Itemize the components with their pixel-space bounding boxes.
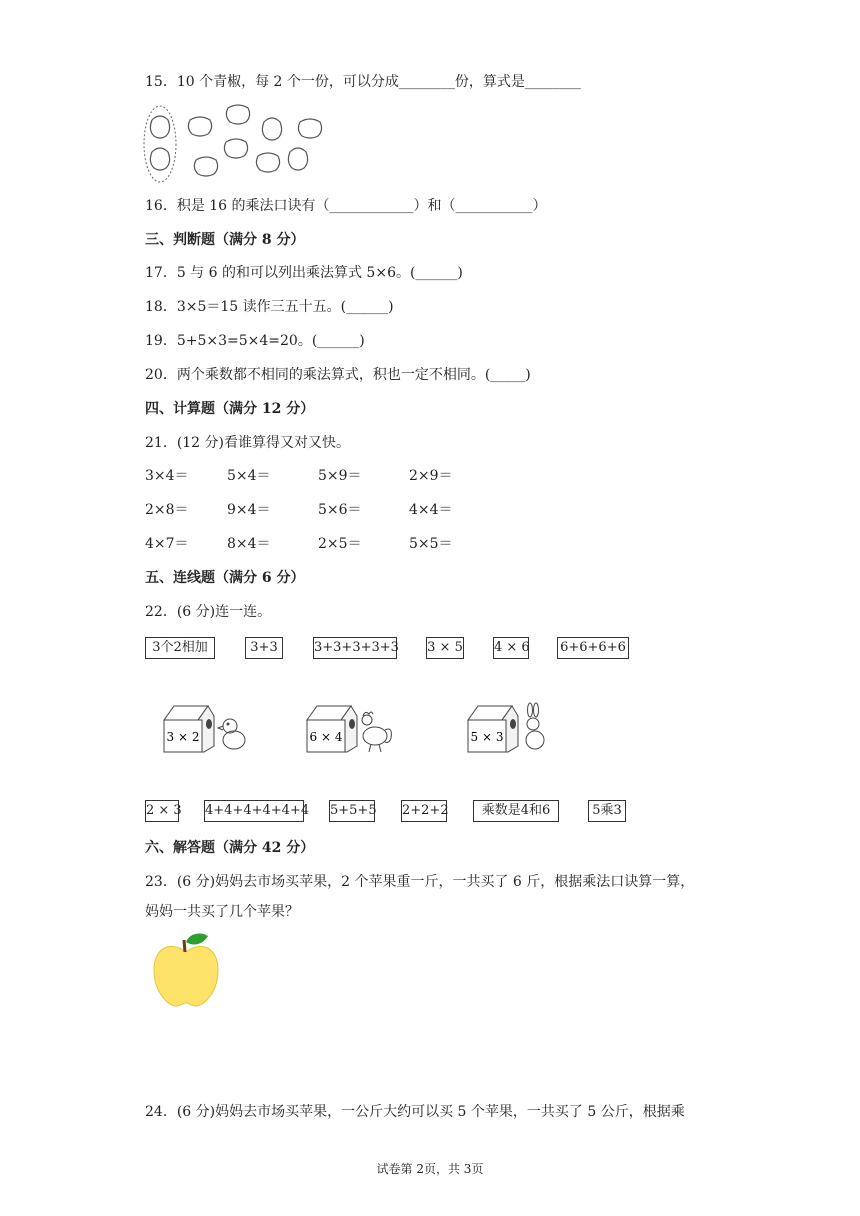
pepper-icon — [262, 118, 281, 140]
calc-item: 5×9＝ — [318, 468, 362, 484]
house-with-rooster — [303, 702, 403, 754]
pepper-icon — [150, 116, 169, 138]
calc-item: 5×4＝ — [227, 468, 271, 484]
match-box-bottom: 5+5+5 — [329, 800, 375, 822]
calc-item: 2×5＝ — [318, 536, 362, 552]
question-15: 15．10 个青椒，每 2 个一份，可以分成________份，算式是________ — [145, 74, 581, 90]
question-19: 19．5+5×3=5×4=20。(______) — [145, 333, 365, 349]
question-17: 17．5 与 6 的和可以列出乘法算式 5×6。(______) — [145, 265, 463, 281]
calc-item: 8×4＝ — [227, 536, 271, 552]
match-box-bottom: 5乘3 — [588, 800, 626, 822]
pepper-icon — [188, 117, 211, 136]
house-with-chick — [160, 702, 260, 754]
pepper-icon — [224, 139, 247, 158]
match-box-top: 3个2相加 — [145, 637, 215, 659]
section-5-heading: 五、连线题（满分 6 分） — [145, 570, 305, 586]
question-16: 16．积是 16 的乘法口诀有（____________）和（___________） — [145, 198, 547, 214]
rooster-icon — [362, 712, 391, 752]
calc-item: 2×8＝ — [145, 502, 189, 518]
question-23-line1: 23．(6 分)妈妈去市场买苹果，2 个苹果重一斤，一共买了 6 斤，根据乘法口诀算一算， — [145, 874, 695, 890]
match-box-top: 3 × 5 — [426, 637, 464, 659]
house-with-rabbit — [464, 702, 564, 754]
section-3-heading: 三、判断题（满分 8 分） — [145, 232, 305, 248]
match-box-top: 6+6+6+6 — [557, 637, 629, 659]
question-24: 24．(6 分)妈妈去市场买苹果，一公斤大约可以买 5 个苹果，一共买了 5 公斤，根据乘 — [145, 1104, 685, 1120]
calc-item: 3×4＝ — [145, 468, 189, 484]
page-footer: 试卷第 2页，共 3页 — [376, 1162, 484, 1176]
pepper-icon — [256, 153, 279, 172]
question-21: 21．(12 分)看谁算得又对又快。 — [145, 435, 351, 451]
pepper-icon — [226, 105, 249, 124]
calc-item: 4×7＝ — [145, 536, 189, 552]
house-label: 3 × 2 — [166, 730, 200, 744]
house-label: 5 × 3 — [470, 730, 504, 744]
calc-item: 2×9＝ — [409, 468, 453, 484]
question-22: 22．(6 分)连一连。 — [145, 604, 272, 620]
calc-item: 4×4＝ — [409, 502, 453, 518]
pepper-icon — [150, 148, 169, 170]
question-20: 20．两个乘数都不相同的乘法算式，积也一定不相同。(_____) — [145, 367, 531, 383]
rabbit-icon — [526, 703, 544, 749]
match-box-bottom: 2 × 3 — [145, 800, 179, 822]
apple-icon — [150, 930, 222, 1010]
peppers-illustration — [140, 100, 340, 188]
match-box-bottom: 乘数是4和6 — [473, 800, 559, 822]
house-label: 6 × 4 — [309, 730, 343, 744]
calc-item: 9×4＝ — [227, 502, 271, 518]
section-6-heading: 六、解答题（满分 42 分） — [145, 840, 315, 856]
pepper-icon — [298, 119, 321, 138]
match-box-bottom: 2+2+2 — [401, 800, 447, 822]
question-23-line2: 妈妈一共买了几个苹果？ — [145, 904, 299, 920]
calc-item: 5×6＝ — [318, 502, 362, 518]
calc-item: 5×5＝ — [409, 536, 453, 552]
match-box-top: 4 × 6 — [493, 637, 529, 659]
match-box-bottom: 4+4+4+4+4+4 — [204, 800, 304, 822]
question-18: 18．3×5＝15 读作三五十五。(______) — [145, 299, 394, 315]
pepper-icon — [288, 148, 307, 170]
pepper-icon — [194, 157, 217, 176]
match-box-top: 3+3 — [245, 637, 283, 659]
chick-icon — [218, 719, 245, 749]
match-box-top: 3+3+3+3+3 — [313, 637, 397, 659]
section-4-heading: 四、计算题（满分 12 分） — [145, 401, 315, 417]
